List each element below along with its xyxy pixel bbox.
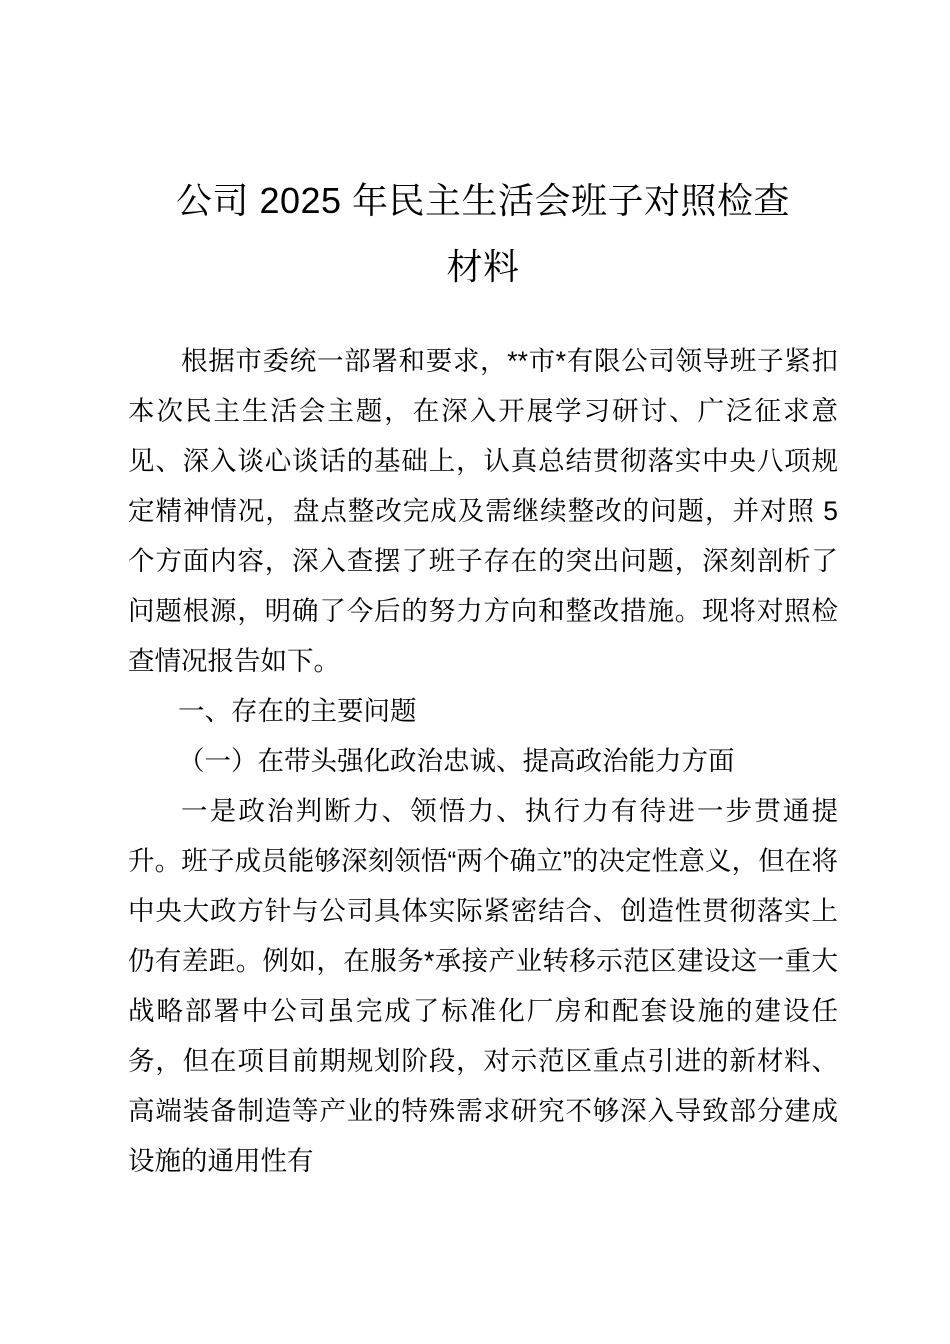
intro-paragraph: 根据市委统一部署和要求，**市*有限公司领导班子紧扣本次民主生活会主题，在深入开展学习研讨、广泛征求意见、深入谈心谈话的基础上，认真总结贯彻落实中央八项规定精神情况，盘点整改完成及需继续整改的问题，并对照 5 个方面内容，深入查摆了班子存在的突出问题，深刻剖析了问题根源，明确了今后的努力方向和整改措施。现将对照检查情况报告如下。 — [128, 346, 838, 676]
page-title-line-2: 材料 — [446, 246, 520, 287]
section-heading-one: 一、存在的主要问题 — [178, 696, 417, 726]
subsection-heading-one: （一）在带头强化政治忠诚、提高政治能力方面 — [178, 746, 735, 776]
issue-paragraph-one: 一是政治判断力、领悟力、执行力有待进一步贯通提升。班子成员能够深刻领悟“两个确立”的决定性意义，但在将中央大政方针与公司具体实际紧密结合、创造性贯彻落实上仍有差距。例如，在服务*承接产业转移示范区建设这一重大战略部署中公司虽完成了标准化厂房和配套设施的建设任务，但在项目前期规划阶段，对示范区重点引进的新材料、高端装备制造等产业的特殊需求研究不够深入导致部分建成设施的通用性有 — [128, 796, 838, 1176]
page-title-line-1: 公司 2025 年民主生活会班子对照检查 — [175, 180, 791, 221]
document-body — [128, 336, 838, 1186]
document-content — [128, 0, 838, 1186]
page-title — [128, 0, 838, 300]
